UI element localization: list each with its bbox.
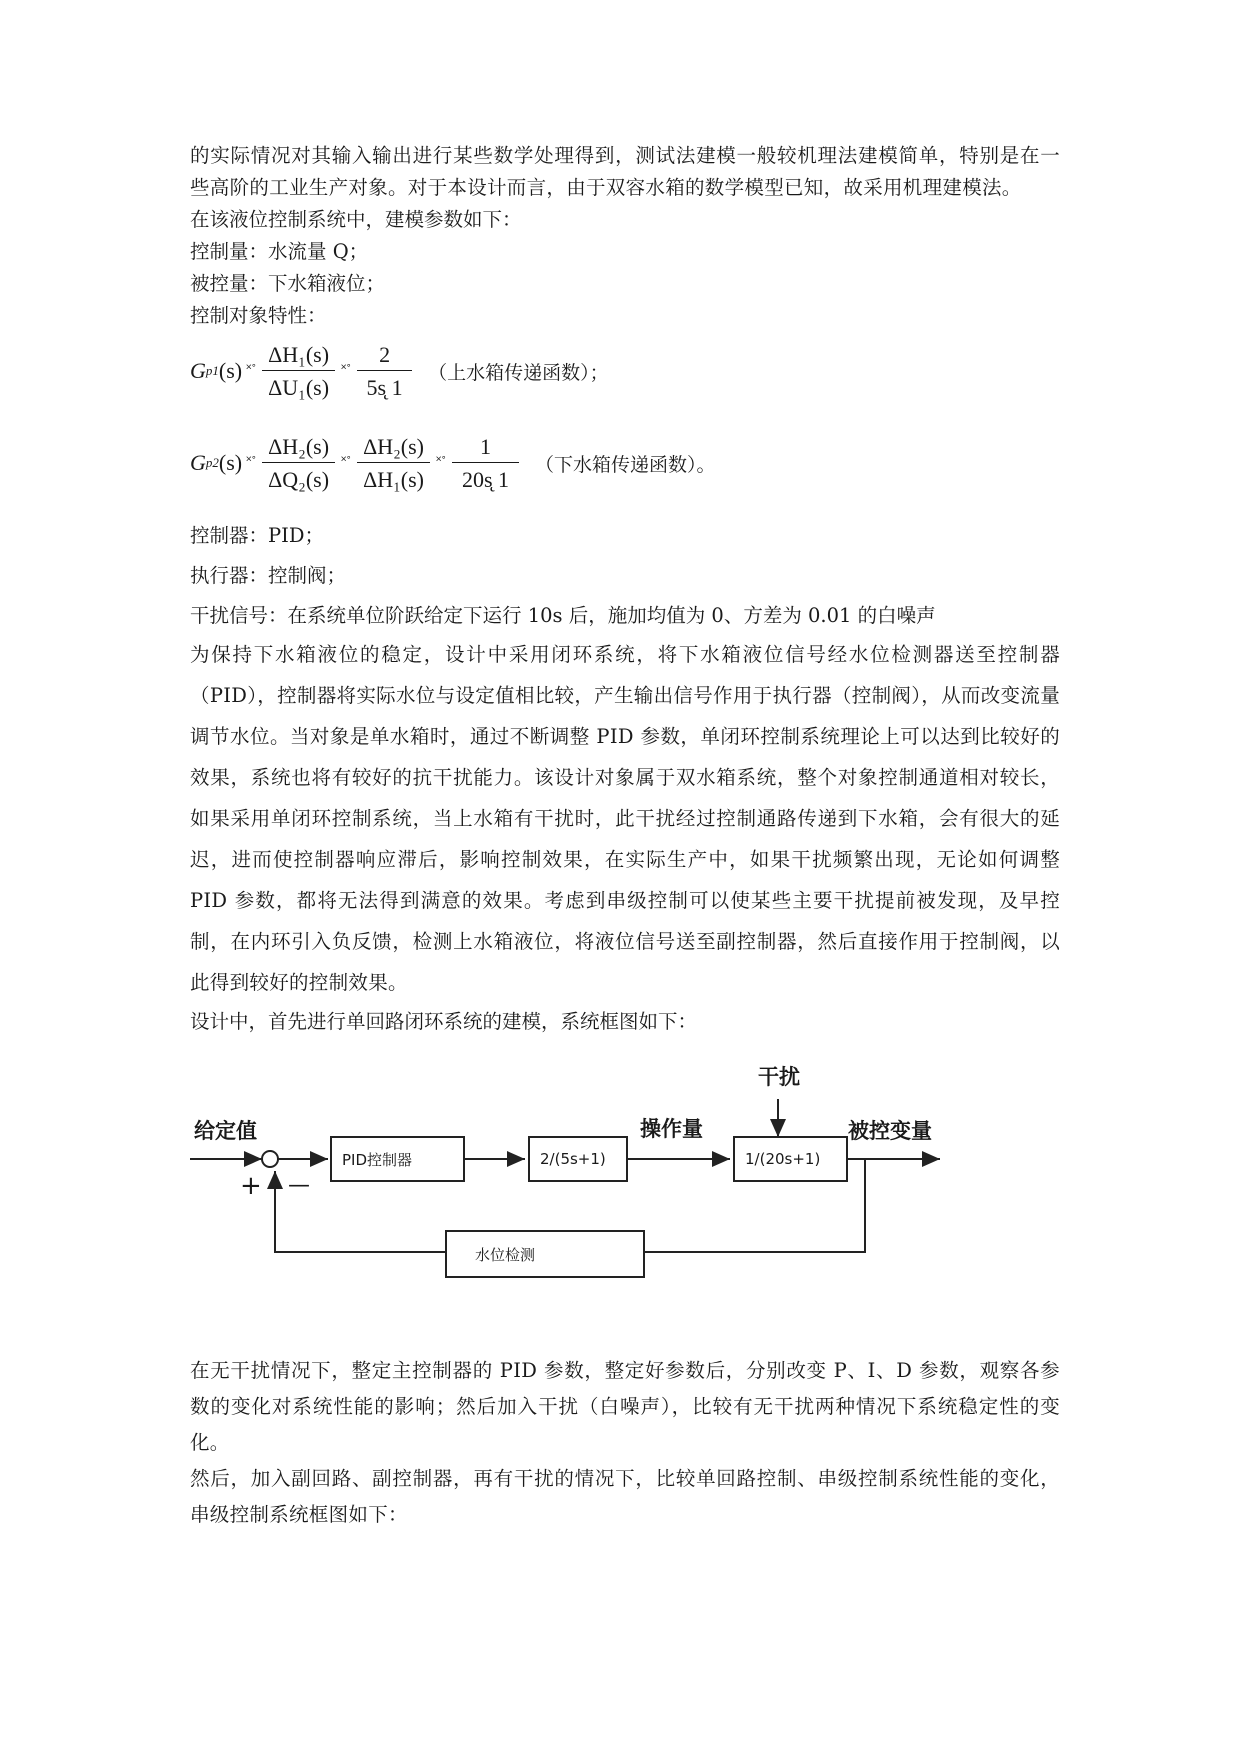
eq2-fraction-1 [262, 434, 335, 493]
lower-tank-tf-box: 1/(20s+1) [733, 1136, 848, 1182]
paragraph-tuning: 在无干扰情况下，整定主控制器的 PID 参数，整定好参数后，分别改变 P、I、D 参数，观察各参数的变化对系统性能的影响；然后加入干扰（白噪声），比较有无干扰两种情况下系统稳定性的变化。 [190, 1359, 1060, 1454]
plus-sign: + [240, 1171, 262, 1201]
pid-controller-box: PID控制器 [330, 1136, 465, 1182]
eq2-den1: ΔQ₂(s) [268, 466, 330, 492]
eq2-fraction-tf [452, 434, 519, 493]
paragraph-control-var: 控制量：水流量 Q； [190, 240, 369, 263]
eq1-symbol-2: ˟˚ [341, 363, 352, 378]
paragraph-cascade: 然后，加入副回路、副控制器，再有干扰的情况下，比较单回路控制、串级控制系统性能的变化，串级控制系统框图如下： [190, 1467, 1060, 1526]
eq1-tf-num: 2 [357, 342, 412, 371]
disturbance-label: 干扰 [758, 1065, 800, 1089]
paragraph-actuator: 执行器：控制阀； [190, 564, 347, 587]
level-sensor-box: 水位检测 [445, 1230, 645, 1278]
paragraph-diagram-intro: 设计中，首先进行单回路闭环系统的建模，系统框图如下： [190, 1010, 698, 1033]
eq1-fraction-tf [357, 342, 412, 401]
eq1-fraction-delta [262, 342, 335, 401]
eq1-lhs: G [190, 358, 206, 383]
paragraph-object-char: 控制对象特性： [190, 304, 327, 327]
eq1-symbol-1: ˟˚ [246, 363, 257, 378]
eq1-sub: p1 [205, 363, 219, 378]
upper-tank-tf-box: 2/(5s+1) [528, 1136, 628, 1182]
block-diagram-lines [180, 1059, 1080, 1329]
eq2-num1: ΔH₂(s) [262, 434, 335, 463]
manipulated-variable-label: 操作量 [640, 1117, 703, 1141]
eq1-note: （上水箱传递函数）； [428, 361, 609, 384]
eq2-num2: ΔH₂(s) [357, 434, 430, 463]
eq2-arg: (s) [218, 450, 243, 475]
eq2-den2: ΔH₁(s) [363, 466, 424, 492]
eq2-tf-den: 20s̨ 1 [461, 466, 510, 492]
paragraph-params-title: 在该液位控制系统中，建模参数如下： [190, 208, 522, 231]
eq1-tf-den: 5s̨ 1 [366, 374, 403, 400]
paragraph-disturbance: 干扰信号：在系统单位阶跃给定下运行 10s 后，施加均值为 0、方差为 0.01 的白噪声 [190, 604, 936, 627]
minus-sign: — [288, 1173, 310, 1198]
eq2-tf-num: 1 [452, 434, 519, 463]
equation-gp1 [190, 332, 1060, 410]
eq1-arg: (s) [218, 358, 243, 383]
eq2-sub: p2 [205, 455, 219, 470]
eq1-den: ΔU₁(s) [268, 374, 330, 400]
paragraph-intro: 的实际情况对其输入输出进行某些数学处理得到，测试法建模一般较机理法建模简单，特别是在一些高阶的工业生产对象。对于本设计而言，由于双容水箱的数学模型已知，故采用机理建模法。 [190, 144, 1060, 199]
document-page [190, 140, 1060, 1533]
eq2-fraction-2 [357, 434, 430, 493]
eq2-symbol-2: ˟˚ [341, 455, 352, 470]
paragraph-controller: 控制器：PID； [190, 524, 324, 547]
eq2-symbol-3: ˟˚ [435, 455, 446, 470]
paragraph-controlled-var: 被控量：下水箱液位； [190, 272, 386, 295]
block-diagram [180, 1059, 1080, 1329]
equation-gp2 [190, 424, 1060, 502]
setpoint-label: 给定值 [194, 1119, 257, 1143]
eq2-lhs: G [190, 450, 206, 475]
paragraph-design: 为保持下水箱液位的稳定，设计中采用闭环系统，将下水箱液位信号经水位检测器送至控制器（PID），控制器将实际水位与设定值相比较，产生输出信号作用于执行器（控制阀），从而改变流量调节水位。当对象是单水箱时，通过不断调整 PID 参数，单闭环控制系统理论上可以达到比较好的效果，系统也将有较好的抗干扰能力。该设计对象属于双水箱系统，整个对象控制通道相对较长，如果采用单闭环控制系统，当上水箱有干扰时，此干扰经过控制通路传递到下水箱，会有很大的延迟，进而使控制器响应滞后，影响控制效果，在实际生产中，如果干扰频繁出现，无论如何调整 PID 参数，都将无法得到满意的效果。考虑到串级控制可以使某些主要干扰提前被发现，及早控制，在内环引入负反馈，检测上水箱液位，将液位信号送至副控制器，然后直接作用于控制阀，以此得到较好的控制效果。 [190, 643, 1060, 994]
eq2-note: （下水箱传递函数）。 [535, 453, 716, 476]
controlled-variable-label: 被控变量 [848, 1119, 932, 1143]
eq2-symbol-1: ˟˚ [246, 455, 257, 470]
eq1-num: ΔH₁(s) [262, 342, 335, 371]
